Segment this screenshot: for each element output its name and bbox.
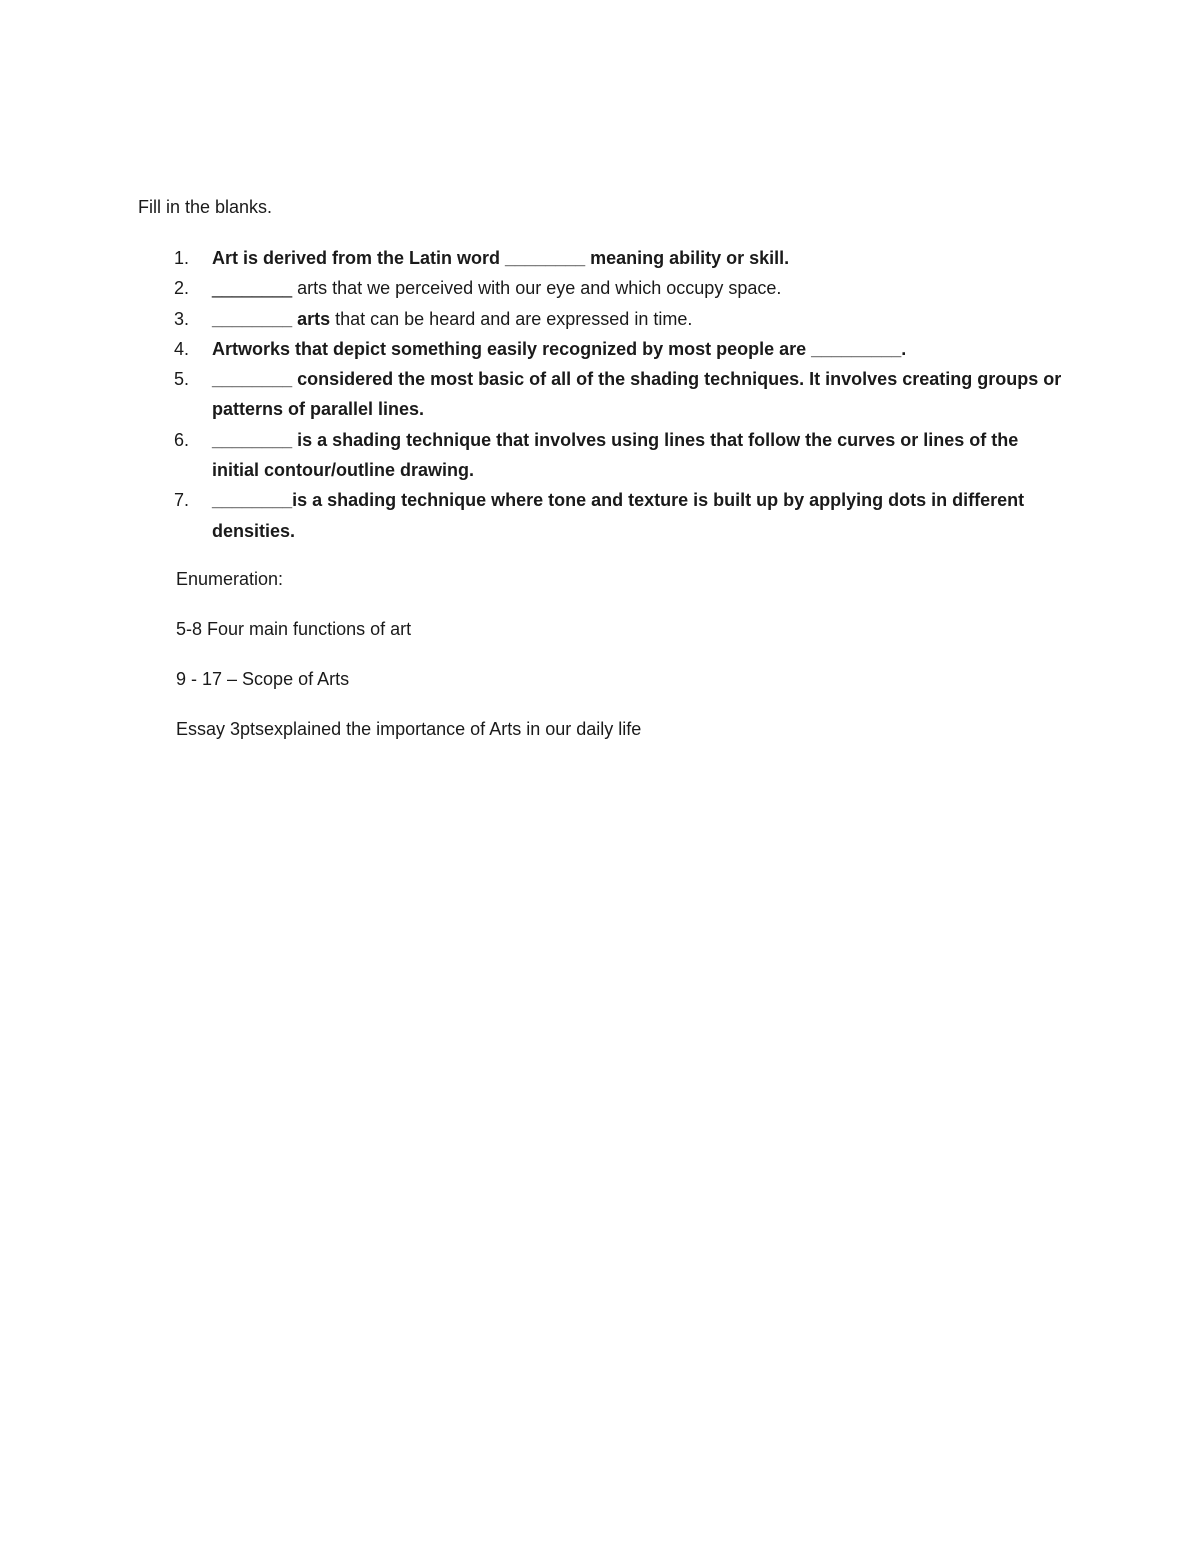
question-text-bold-part: ________ arts [212, 308, 331, 329]
question-number: 2. [174, 278, 190, 299]
enumeration-heading: Enumeration: [176, 569, 284, 589]
question-item [138, 304, 1068, 334]
question-number: 1. [174, 248, 190, 268]
question-text: ________ is a shading technique that involves using lines that follow the curves or lines of the initial contour/outline drawing. [212, 429, 1019, 481]
question-item [138, 485, 1068, 546]
essay-prompt: Essay 3ptsexplained the importance of Arts in our daily life [176, 719, 642, 739]
question-number: 7. [174, 490, 190, 511]
question-item [138, 273, 1068, 303]
question-text: ________ considered the most basic of all of the shading techniques. It involves creating groups or patterns of parallel lines. [212, 369, 1062, 420]
enumeration-item: 9 - 17 – Scope of Arts [176, 669, 350, 689]
question-text: ________is a shading technique where tone and texture is built up by applying dots in different densities. [212, 490, 1025, 541]
question-number: 3. [174, 308, 190, 329]
question-number: 6. [174, 429, 190, 450]
question-list [138, 243, 1068, 546]
question-text [212, 304, 1068, 334]
question-text: Artworks that depict something easily recognized by most people are _________. [212, 338, 907, 359]
enumeration-item: 5-8 Four main functions of art [176, 619, 412, 639]
question-item [138, 364, 1068, 425]
question-item [138, 334, 1068, 364]
question-text-rest: that can be heard and are expressed in time. [330, 308, 693, 329]
question-text: Art is derived from the Latin word ________ meaning ability or skill. [212, 248, 790, 268]
question-item [138, 243, 1068, 273]
question-number: 4. [174, 338, 190, 359]
instruction-text: Fill in the blanks. [138, 197, 273, 217]
question-text: ________ arts that we perceived with our eye and which occupy space. [212, 278, 782, 299]
question-number: 5. [174, 369, 190, 390]
question-item [138, 425, 1068, 486]
